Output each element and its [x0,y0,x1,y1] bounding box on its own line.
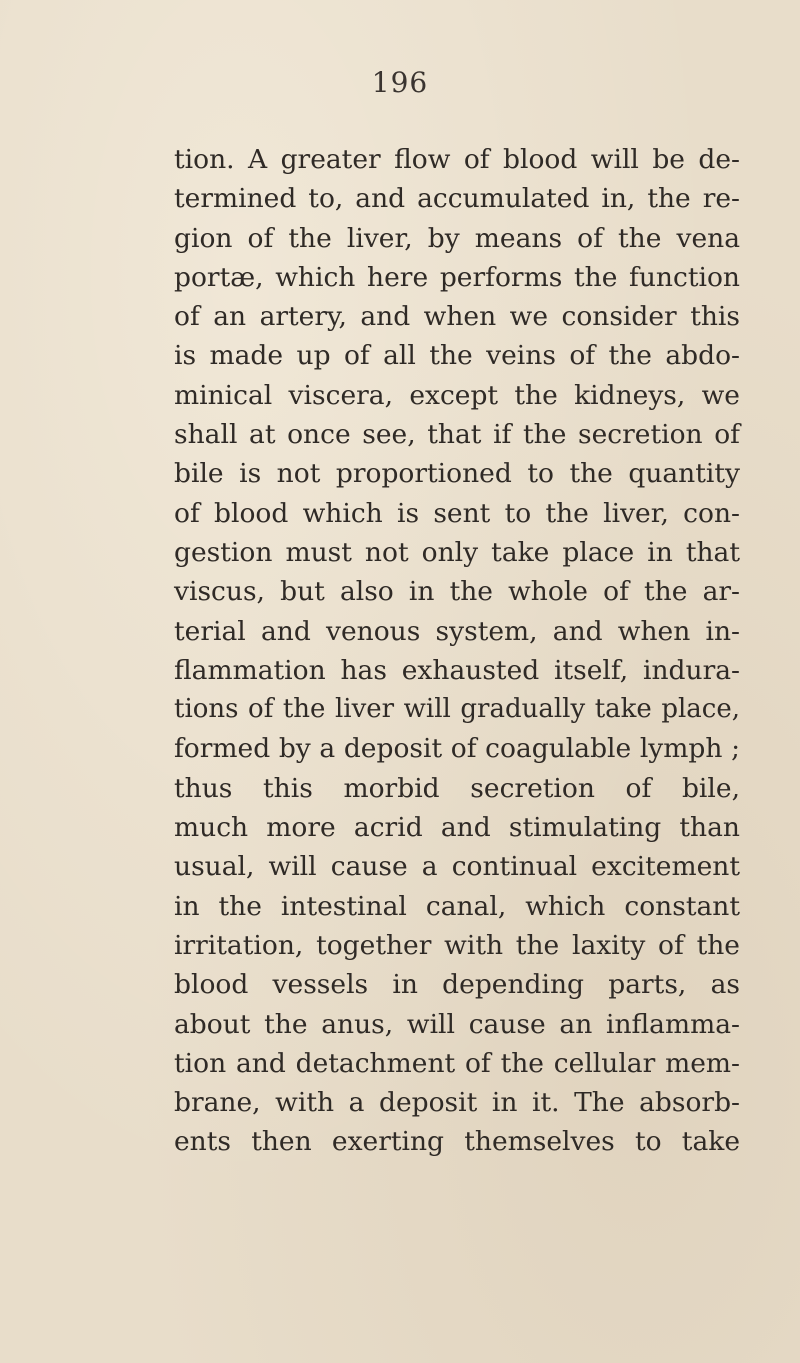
text-line: blood vessels in depending parts, as [174,969,740,1001]
text-line: gion of the liver, by means of the vena [174,222,740,254]
page-number: 196 [371,66,429,99]
text-line: ents then exerting themselves to take [174,1126,740,1158]
text-line: viscus, but also in the whole of the ar- [174,576,740,608]
text-line: bile is not proportioned to the quantity [174,458,740,490]
text-line: terial and venous system, and when in- [174,615,740,647]
text-line: about the anus, will cause an inflamma- [174,1008,740,1040]
text-line: flammation has exhausted itself, indura- [174,654,740,686]
text-line: in the intestinal canal, which constant [174,890,740,922]
text-line: minical viscera, except the kidneys, we [174,379,740,411]
body-text [174,140,740,1162]
text-line: of blood which is sent to the liver, con- [174,497,740,529]
text-line: tion and detachment of the cellular mem- [174,1047,740,1079]
text-line: gestion must not only take place in that [174,536,740,568]
text-line: is made up of all the veins of the abdo- [174,340,740,372]
text-line: tions of the liver will gradually take place, [174,694,740,725]
text-line: brane, with a deposit in it. The absorb- [174,1087,740,1119]
text-line: formed by a deposit of coagulable lymph ; [174,733,740,765]
text-line: tion. A greater flow of blood will be de- [174,144,740,175]
text-line: thus this morbid secretion of bile, [174,772,740,804]
text-line: of an artery, and when we consider this [174,301,740,333]
text-line: shall at once see, that if the secretion of [174,419,740,451]
text-line: usual, will cause a continual excitement [174,851,740,883]
text-line: irritation, together with the laxity of the [174,929,740,961]
text-line: termined to, and accumulated in, the re- [174,183,740,215]
text-line: much more acrid and stimulating than [174,812,740,844]
text-line: portæ, which here performs the function [174,261,740,293]
